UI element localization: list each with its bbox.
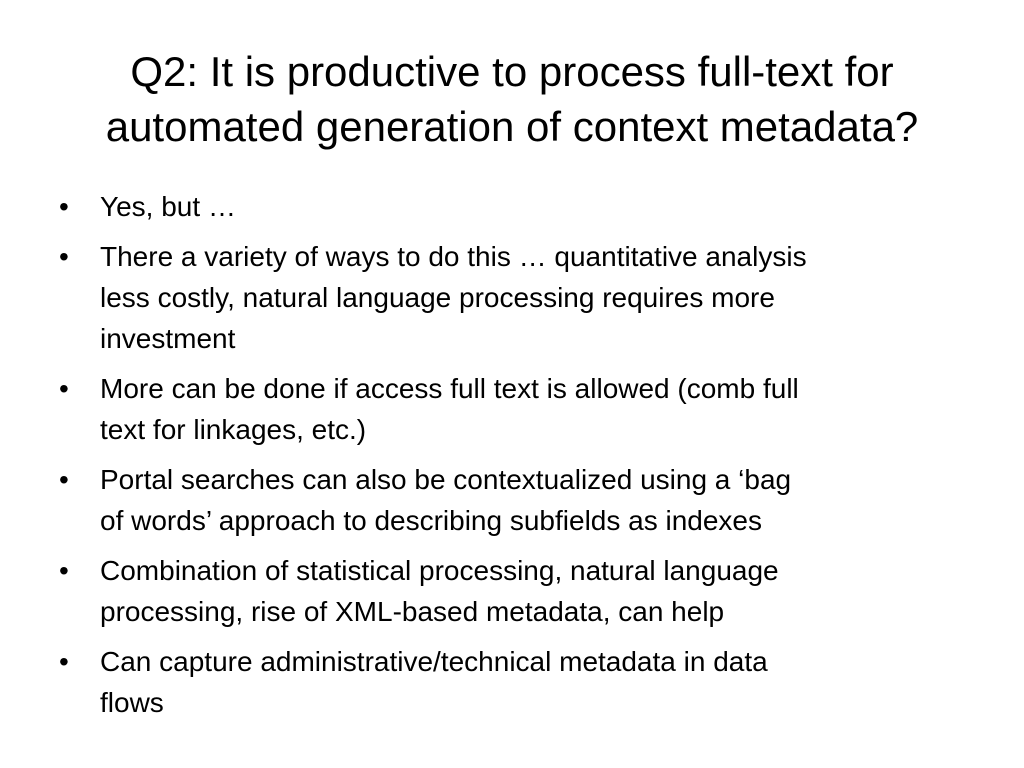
bullet-text-line: Combination of statistical processing, natural language (100, 555, 779, 586)
bullet-dot-icon: • (59, 646, 69, 677)
bullet-item (56, 641, 986, 723)
bullet-list (56, 186, 986, 732)
bullet-dot-icon: • (59, 241, 69, 272)
bullet-text-line: Portal searches can also be contextualized using a ‘bag (100, 464, 792, 495)
bullet-text-line: Can capture administrative/technical metadata in data (100, 646, 768, 677)
slide-title (40, 44, 984, 154)
slide-title-line: Q2: It is productive to process full-text for (130, 48, 894, 95)
bullet-dot-icon: • (59, 464, 69, 495)
bullet-item (56, 236, 986, 359)
bullet-dot-icon: • (59, 555, 69, 586)
bullet-text-line: text for linkages, etc.) (100, 414, 367, 445)
bullet-item (56, 459, 986, 541)
bullet-text-line: processing, rise of XML-based metadata, can help (100, 596, 725, 627)
bullet-text-line: Yes, but … (100, 191, 236, 222)
bullet-text-line: of words’ approach to describing subfields as indexes (100, 505, 763, 536)
bullet-item (56, 186, 986, 227)
bullet-item (56, 550, 986, 632)
bullet-dot-icon: • (59, 373, 69, 404)
bullet-text-line: flows (100, 687, 164, 718)
bullet-item (56, 368, 986, 450)
bullet-text-line: There a variety of ways to do this … quantitative analysis (100, 241, 807, 272)
bullet-text-line: investment (100, 323, 236, 354)
bullet-text-line: less costly, natural language processing requires more (100, 282, 775, 313)
slide-title-line: automated generation of context metadata? (105, 103, 919, 150)
bullet-text-line: More can be done if access full text is allowed (comb full (100, 373, 799, 404)
bullet-dot-icon: • (59, 191, 69, 222)
